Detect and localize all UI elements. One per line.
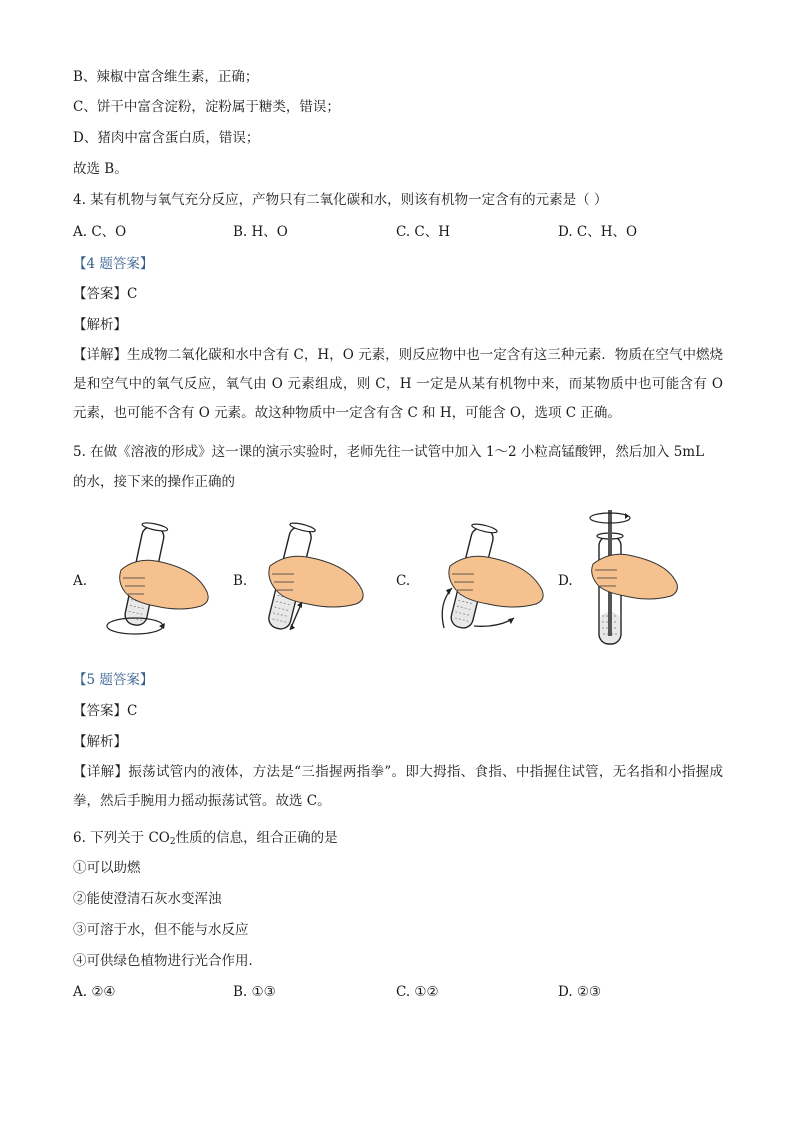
q5-stem-line2: 的水，接下来的操作正确的 — [73, 474, 235, 490]
q5-figure-b-label: B. — [233, 573, 248, 589]
q6-item-2: ②能使澄清石灰水变浑浊 — [73, 891, 222, 907]
q5-stem-line1: 5. 在做《溶液的形成》这一课的演示实验时，老师先往一试管中加入 1～2 小粒高锰酸钾，然后加入 5mL — [73, 444, 705, 460]
q4-detail: 【详解】生成物二氧化碳和水中含有 C，H，O 元素，则反应物中也一定含有这三种元素．物质在空气中燃烧是和空气中的氧气反应，氧气由 O 元素组成，则 C，H 一定是从某有机物中来，而某物质中也可能含有 O 元素，也可能不含有 O 元素。故这种物质中一定含有含 C 和 H，可能含 O，选项 C 正确。 — [73, 347, 723, 421]
q6-option-a: A. ②④ — [73, 984, 116, 1000]
prev-option-c-explanation: C、饼干中富含淀粉，淀粉属于糖类，错误； — [73, 99, 340, 115]
q6-option-c: C. ①② — [396, 984, 439, 1000]
q5-answer: 【答案】C — [73, 703, 138, 719]
q6-option-d: D. ②③ — [558, 984, 602, 1000]
q4-analysis-header: 【解析】 — [73, 317, 127, 333]
q4-option-d: D. C、H、O — [558, 224, 638, 240]
q6-item-1: ①可以助燃 — [73, 860, 141, 876]
q6-stem — [73, 828, 338, 852]
q6-option-b: B. ①③ — [233, 984, 276, 1000]
q4-answer: 【答案】C — [73, 286, 138, 302]
q6-item-4: ④可供绿色植物进行光合作用． — [73, 953, 262, 969]
q5-analysis-header: 【解析】 — [73, 734, 127, 750]
q5-figure-c-label: C. — [396, 573, 411, 589]
q5-answer-header: 【5 题答案】 — [73, 672, 154, 688]
q6-item-3: ③可溶于水，但不能与水反应 — [73, 922, 249, 938]
test-tube-up-down-image — [250, 522, 375, 640]
q4-stem: 4. 某有机物与氧气充分反应，产物只有二氧化碳和水，则该有机物一定含有的元素是（ ） — [73, 192, 608, 208]
q5-detail: 【详解】振荡试管内的液体，方法是“三指握两指拳”。即大拇指、食指、中指握住试管，无名指和小指握成拳，然后手腕用力摇动振荡试管。故选 C。 — [73, 764, 723, 809]
q4-option-a: A. C、O — [73, 224, 127, 240]
q5-figure-a-label: A. — [73, 573, 88, 589]
q5-figure-d-label: D. — [558, 573, 573, 589]
q4-option-b: B. H、O — [233, 224, 288, 240]
q6-stem-subscript: 2 — [169, 837, 176, 847]
test-tube-shake-wrist-image — [418, 522, 548, 638]
q4-answer-header: 【4 题答案】 — [73, 256, 154, 272]
q6-stem-prefix: 6. 下列关于 CO — [73, 830, 170, 846]
test-tube-swirl-image — [95, 518, 215, 640]
q6-stem-suffix: 性质的信息，组合正确的是 — [175, 830, 338, 846]
prev-option-b-explanation: B、辣椒中富含维生素，正确； — [73, 69, 259, 85]
q4-option-c: C. C、H — [396, 224, 451, 240]
prev-option-d-explanation: D、猪肉中富含蛋白质，错误； — [73, 130, 260, 146]
prev-conclusion: 故选 B。 — [73, 161, 128, 177]
test-tube-stirring-rod-image — [585, 508, 685, 648]
